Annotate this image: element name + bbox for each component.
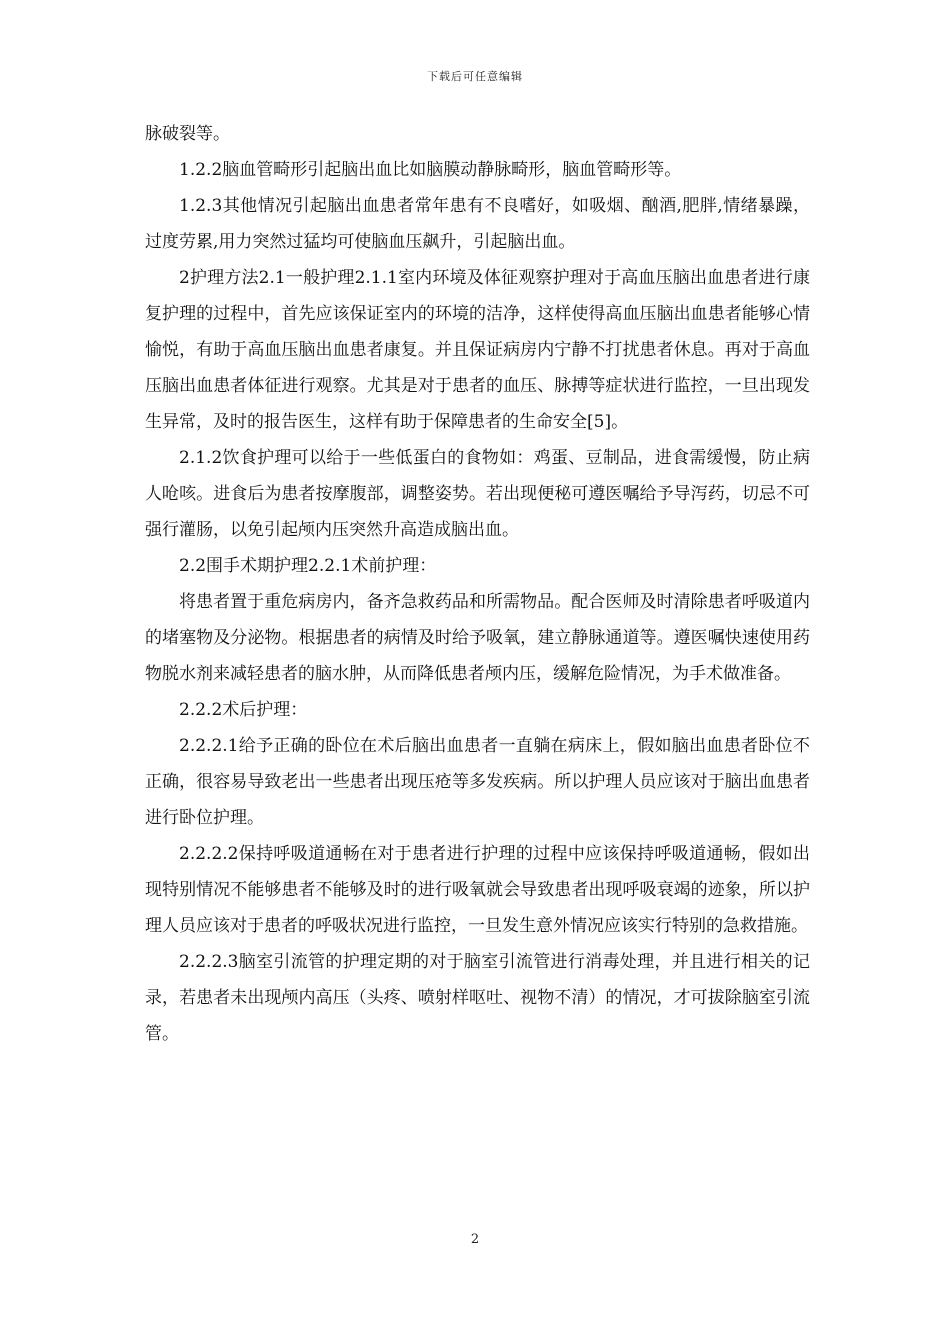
paragraph: 2.2.2.2保持呼吸道通畅在对于患者进行护理的过程中应该保持呼吸道通畅，假如出现特别情况不能够患者不能够及时的进行吸氧就会导致患者出现呼吸衰竭的迹象，所以护理人员应该对于患者的呼吸状况进行监控，一旦发生意外情况应该实行特别的急救措施。 (145, 844, 810, 936)
paragraph: 脉破裂等。 (145, 124, 230, 144)
paragraph: 将患者置于重危病房内，备齐急救药品和所需物品。配合医师及时清除患者呼吸道内的堵塞物及分泌物。根据患者的病情及时给予吸氧，建立静脉通道等。遵医嘱快速使用药物脱水剂来减轻患者的脑水肿，从而降低患者颅内压，缓解危险情况，为手术做准备。 (145, 592, 810, 684)
paragraph: 2.1.2饮食护理可以给于一些低蛋白的食物如：鸡蛋、豆制品，进食需缓慢，防止病人呛咳。进食后为患者按摩腹部，调整姿势。若出现便秘可遵医嘱给予导泻药，切忌不可强行灌肠，以免引起颅内压突然升高造成脑出血。 (145, 448, 810, 540)
page-number: 2 (470, 1232, 480, 1247)
document-body (145, 116, 810, 1052)
paragraph: 1.2.2脑血管畸形引起脑出血比如脑膜动静脉畸形，脑血管畸形等。 (179, 160, 682, 180)
paragraph: 1.2.3其他情况引起脑出血患者常年患有不良嗜好，如吸烟、酗酒,肥胖,情绪暴躁，过度劳累,用力突然过猛均可使脑血压飙升，引起脑出血。 (145, 196, 810, 252)
paragraph: 2.2.2术后护理： (179, 700, 308, 720)
paragraph: 2.2.2.3脑室引流管的护理定期的对于脑室引流管进行消毒处理，并且进行相关的记录，若患者未出现颅内高压（头疼、喷射样呕吐、视物不清）的情况，才可拔除脑室引流管。 (145, 952, 810, 1044)
page-header: 下载后可任意编辑 (427, 70, 523, 83)
paragraph: 2.2围手术期护理2.2.1术前护理： (179, 556, 437, 576)
paragraph: 2护理方法2.1一般护理2.1.1室内环境及体征观察护理对于高血压脑出血患者进行康复护理的过程中，首先应该保证室内的环境的洁净，这样使得高血压脑出血患者能够心情愉悦，有助于高血压脑出血患者康复。并且保证病房内宁静不打扰患者休息。再对于高血压脑出血患者体征进行观察。尤其是对于患者的血压、脉搏等症状进行监控，一旦出现发生异常，及时的报告医生，这样有助于保障患者的生命安全[5]。 (145, 268, 810, 432)
paragraph: 2.2.2.1给予正确的卧位在术后脑出血患者一直躺在病床上，假如脑出血患者卧位不正确，很容易导致老出一些患者出现压疮等多发疾病。所以护理人员应该对于脑出血患者进行卧位护理。 (145, 736, 810, 828)
